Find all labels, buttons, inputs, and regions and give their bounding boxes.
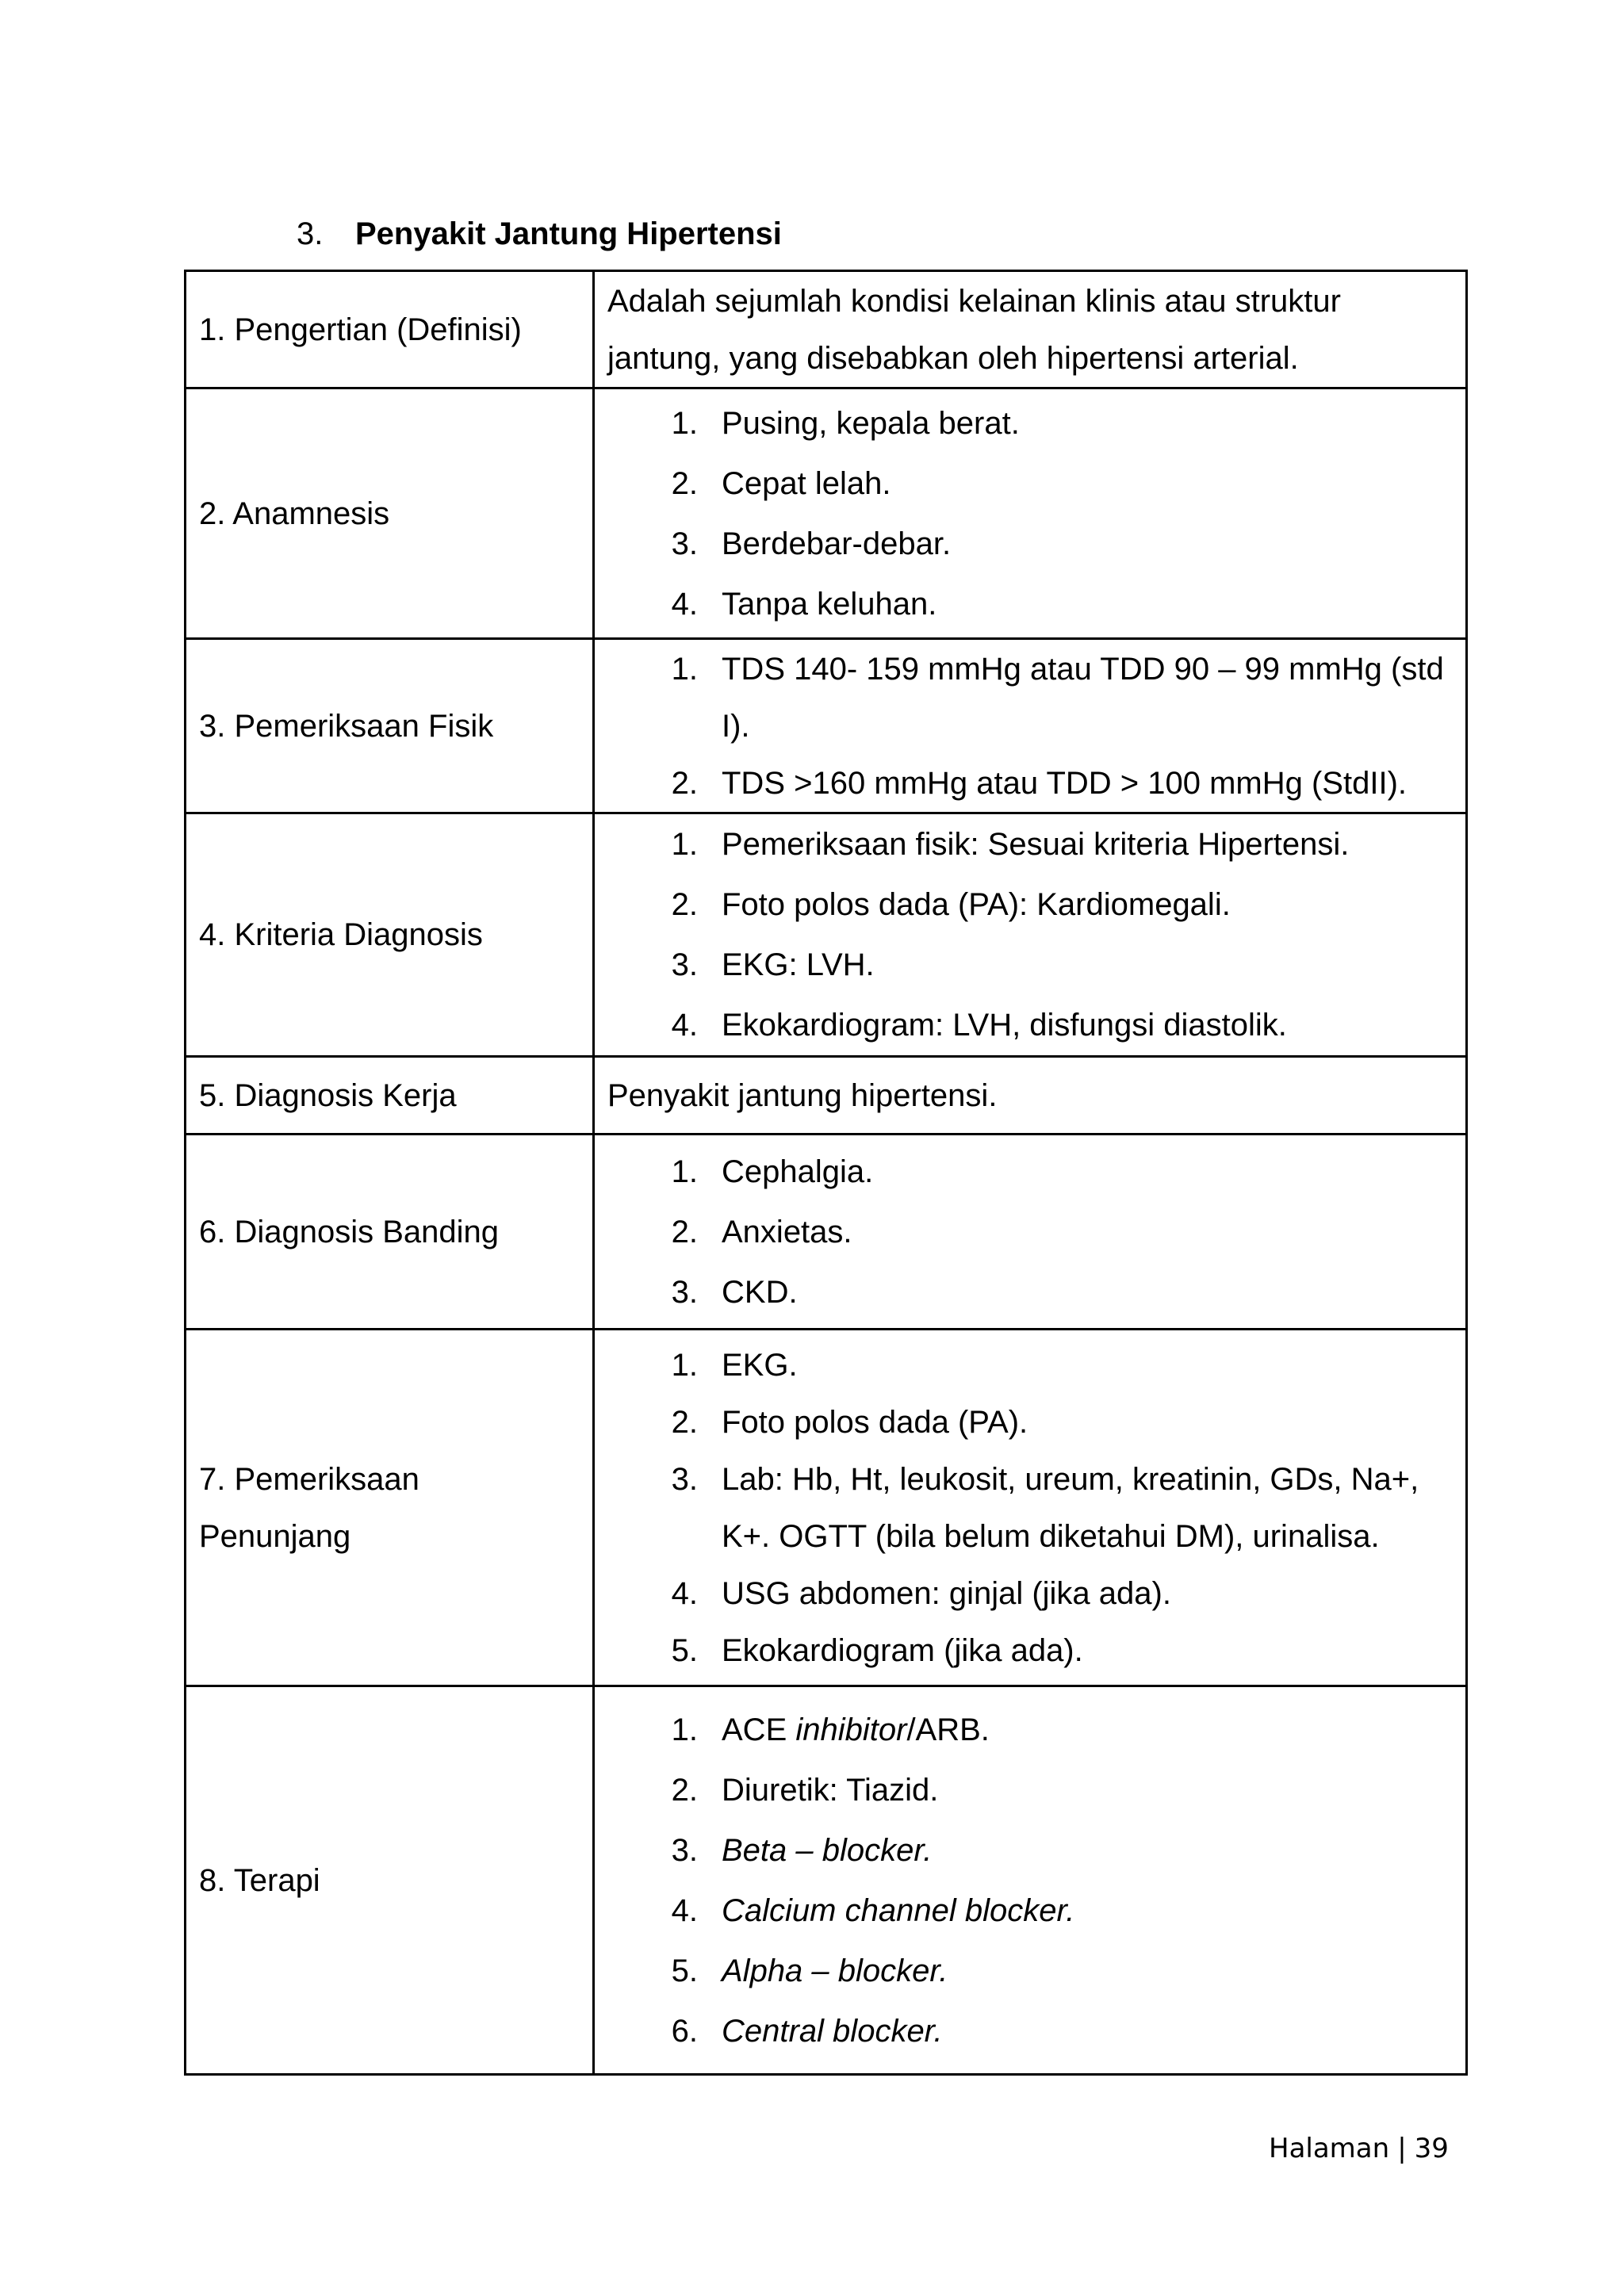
list-item: 1. ACE inhibitor/ARB. bbox=[671, 1712, 990, 1747]
row-label: 5. Diagnosis Kerja bbox=[186, 1057, 594, 1135]
list-item: 5. Alpha – blocker. bbox=[671, 1953, 948, 1988]
table-row bbox=[186, 388, 1467, 639]
table-row bbox=[186, 1330, 1467, 1686]
row-label: 1. Pengertian (Definisi) bbox=[186, 271, 594, 388]
section-heading bbox=[297, 210, 782, 258]
list-item: 4. Tanpa keluhan. bbox=[671, 586, 937, 622]
row-label: 4. Kriteria Diagnosis bbox=[186, 813, 594, 1057]
table-row bbox=[186, 1135, 1467, 1330]
list-item: 3. EKG: LVH. bbox=[671, 947, 875, 982]
table-row bbox=[186, 271, 1467, 388]
row-label: 7. Pemeriksaan Penunjang bbox=[186, 1330, 594, 1686]
table-row bbox=[186, 813, 1467, 1057]
table-row bbox=[186, 1057, 1467, 1135]
row-label: 6. Diagnosis Banding bbox=[186, 1135, 594, 1330]
table-row bbox=[186, 1686, 1467, 2075]
list-item: 3. Beta – blocker. bbox=[671, 1832, 933, 1868]
row-label: 8. Terapi bbox=[186, 1686, 594, 2075]
section-title: Penyakit Jantung Hipertensi bbox=[355, 216, 782, 251]
list-item: 1. Cephalgia. bbox=[671, 1154, 874, 1189]
list-item: 1. Pemeriksaan fisik: Sesuai kriteria Hipertensi. bbox=[671, 827, 1350, 862]
footer-label: Halaman bbox=[1269, 2133, 1390, 2164]
list-item: 4. Ekokardiogram: LVH, disfungsi diastolik. bbox=[671, 1008, 1287, 1043]
guideline-table bbox=[184, 270, 1468, 2076]
row-value bbox=[594, 639, 1467, 813]
list-item: 6. Central blocker. bbox=[671, 2013, 943, 2049]
list-item: 4. USG abdomen: ginjal (jika ada). bbox=[671, 1575, 1171, 1611]
list-item: 2. Foto polos dada (PA). bbox=[671, 1404, 1028, 1440]
list-item: 5. Ekokardiogram (jika ada). bbox=[671, 1632, 1083, 1668]
row-value bbox=[594, 813, 1467, 1057]
list-item: 3. Lab: Hb, Ht, leukosit, ureum, kreatinin, GDs, Na+, K+. OGTT (bila belum diketahui DM), urinalisa. bbox=[671, 1461, 1419, 1554]
list-item: 1. TDS 140- 159 mmHg atau TDD 90 – 99 mmHg (std I). bbox=[671, 651, 1444, 744]
page-number: 39 bbox=[1414, 2133, 1449, 2164]
row-label: 2. Anamnesis bbox=[186, 388, 594, 639]
page-footer: Halaman | 39 bbox=[1269, 2133, 1449, 2164]
row-value bbox=[594, 388, 1467, 639]
row-value bbox=[594, 1686, 1467, 2075]
list-item: 2. Anxietas. bbox=[671, 1214, 852, 1249]
table-row bbox=[186, 639, 1467, 813]
list-item: 1. Pusing, kepala berat. bbox=[671, 405, 1020, 441]
list-item: 2. Diuretik: Tiazid. bbox=[671, 1772, 939, 1808]
list-item: 2. Cepat lelah. bbox=[671, 465, 891, 501]
list-item: 3. Berdebar-debar. bbox=[671, 526, 952, 561]
row-value bbox=[594, 1135, 1467, 1330]
list-item: 4. Calcium channel blocker. bbox=[671, 1892, 1075, 1928]
list-item: 1. EKG. bbox=[671, 1347, 798, 1383]
row-value bbox=[594, 1330, 1467, 1686]
row-label: 3. Pemeriksaan Fisik bbox=[186, 639, 594, 813]
row-value: Adalah sejumlah kondisi kelainan klinis atau struktur jantung, yang disebabkan oleh hipertensi arterial. bbox=[594, 271, 1467, 388]
list-item: 2. Foto polos dada (PA): Kardiomegali. bbox=[671, 887, 1231, 922]
row-value: Penyakit jantung hipertensi. bbox=[594, 1057, 1467, 1135]
section-number: 3. bbox=[297, 216, 324, 251]
list-item: 3. CKD. bbox=[671, 1274, 798, 1310]
list-item: 2. TDS >160 mmHg atau TDD > 100 mmHg (StdII). bbox=[671, 765, 1408, 801]
